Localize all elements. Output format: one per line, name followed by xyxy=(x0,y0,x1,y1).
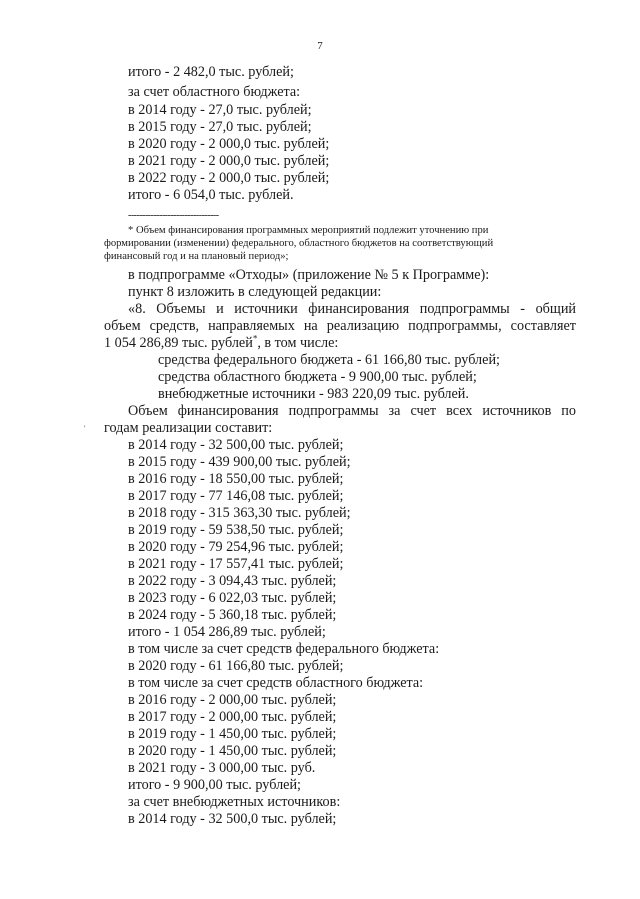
clause8-tail: , в том числе: xyxy=(257,335,339,351)
year-line: в 2024 году - 5 360,18 тыс. рублей; xyxy=(128,607,337,623)
regional-intro: в том числе за счет средств областного бюджета: xyxy=(128,675,424,691)
footnote-line: формировании (изменении) федерального, областного бюджетов на соответствующий xyxy=(104,238,494,249)
year-line: в 2021 году - 3 000,00 тыс. руб. xyxy=(128,760,316,776)
total-amount: 1 054 286,89 тыс. рублей xyxy=(104,335,253,351)
source-line: внебюджетные источники - 983 220,09 тыс. рублей. xyxy=(158,386,469,402)
scan-mark: ' xyxy=(84,424,86,433)
clause8-line: объем средств, направляемых на реализацию подпрограммы, составляет xyxy=(104,318,576,334)
subprogram-intro: в подпрограмме «Отходы» (приложение № 5 к Программе): xyxy=(128,267,490,283)
year-line: в 2023 году - 6 022,03 тыс. рублей; xyxy=(128,590,337,606)
footnote-separator: -------------------------------- xyxy=(128,210,219,221)
text-line: в 2022 году - 2 000,0 тыс. рублей; xyxy=(128,170,330,186)
year-line: в 2019 году - 59 538,50 тыс. рублей; xyxy=(128,522,344,538)
year-line: в 2016 году - 18 550,00 тыс. рублей; xyxy=(128,471,344,487)
year-line: в 2016 году - 2 000,00 тыс. рублей; xyxy=(128,692,337,708)
year-line: в 2020 году - 79 254,96 тыс. рублей; xyxy=(128,539,344,555)
clause-intro: пункт 8 изложить в следующей редакции: xyxy=(128,284,382,300)
text-line: в 2015 году - 27,0 тыс. рублей; xyxy=(128,119,312,135)
text-line: в 2021 году - 2 000,0 тыс. рублей; xyxy=(128,153,330,169)
text-line: итого - 2 482,0 тыс. рублей; xyxy=(128,64,294,80)
by-years-line: Объем финансирования подпрограммы за счет всех источников по xyxy=(128,403,576,419)
federal-intro: в том числе за счет средств федерального бюджета: xyxy=(128,641,440,657)
by-years-line: годам реализации составит: xyxy=(104,420,273,436)
clause8-line xyxy=(104,335,338,352)
year-line: в 2018 году - 315 363,30 тыс. рублей; xyxy=(128,505,351,521)
year-line: в 2019 году - 1 450,00 тыс. рублей; xyxy=(128,726,337,742)
text-line: за счет областного бюджета: xyxy=(128,84,301,100)
text-line: в 2014 году - 27,0 тыс. рублей; xyxy=(128,102,312,118)
year-line: в 2014 году - 32 500,00 тыс. рублей; xyxy=(128,437,344,453)
year-line: в 2020 году - 61 166,80 тыс. рублей; xyxy=(128,658,344,674)
total-line: итого - 1 054 286,89 тыс. рублей; xyxy=(128,624,326,640)
total-line: итого - 9 900,00 тыс. рублей; xyxy=(128,777,301,793)
page-number: 7 xyxy=(317,40,323,52)
year-line: в 2015 году - 439 900,00 тыс. рублей; xyxy=(128,454,351,470)
footnote-line: * Объем финансирования программных мероприятий подлежит уточнению при xyxy=(128,225,489,236)
year-line: в 2014 году - 32 500,0 тыс. рублей; xyxy=(128,811,337,827)
year-line: в 2020 году - 1 450,00 тыс. рублей; xyxy=(128,743,337,759)
source-line: средства федерального бюджета - 61 166,80 тыс. рублей; xyxy=(158,352,500,368)
text-line: итого - 6 054,0 тыс. рублей. xyxy=(128,187,294,203)
footnote-line: финансовый год и на плановый период»; xyxy=(104,251,289,262)
year-line: в 2022 году - 3 094,43 тыс. рублей; xyxy=(128,573,337,589)
year-line: в 2017 году - 77 146,08 тыс. рублей; xyxy=(128,488,344,504)
year-line: в 2021 году - 17 557,41 тыс. рублей; xyxy=(128,556,344,572)
text-line: в 2020 году - 2 000,0 тыс. рублей; xyxy=(128,136,330,152)
source-line: средства областного бюджета - 9 900,00 тыс. рублей; xyxy=(158,369,477,385)
footnote-marker: * xyxy=(252,333,258,344)
extrabudget-intro: за счет внебюджетных источников: xyxy=(128,794,341,810)
year-line: в 2017 году - 2 000,00 тыс. рублей; xyxy=(128,709,337,725)
clause8-line: «8. Объемы и источники финансирования подпрограммы - общий xyxy=(128,301,576,317)
